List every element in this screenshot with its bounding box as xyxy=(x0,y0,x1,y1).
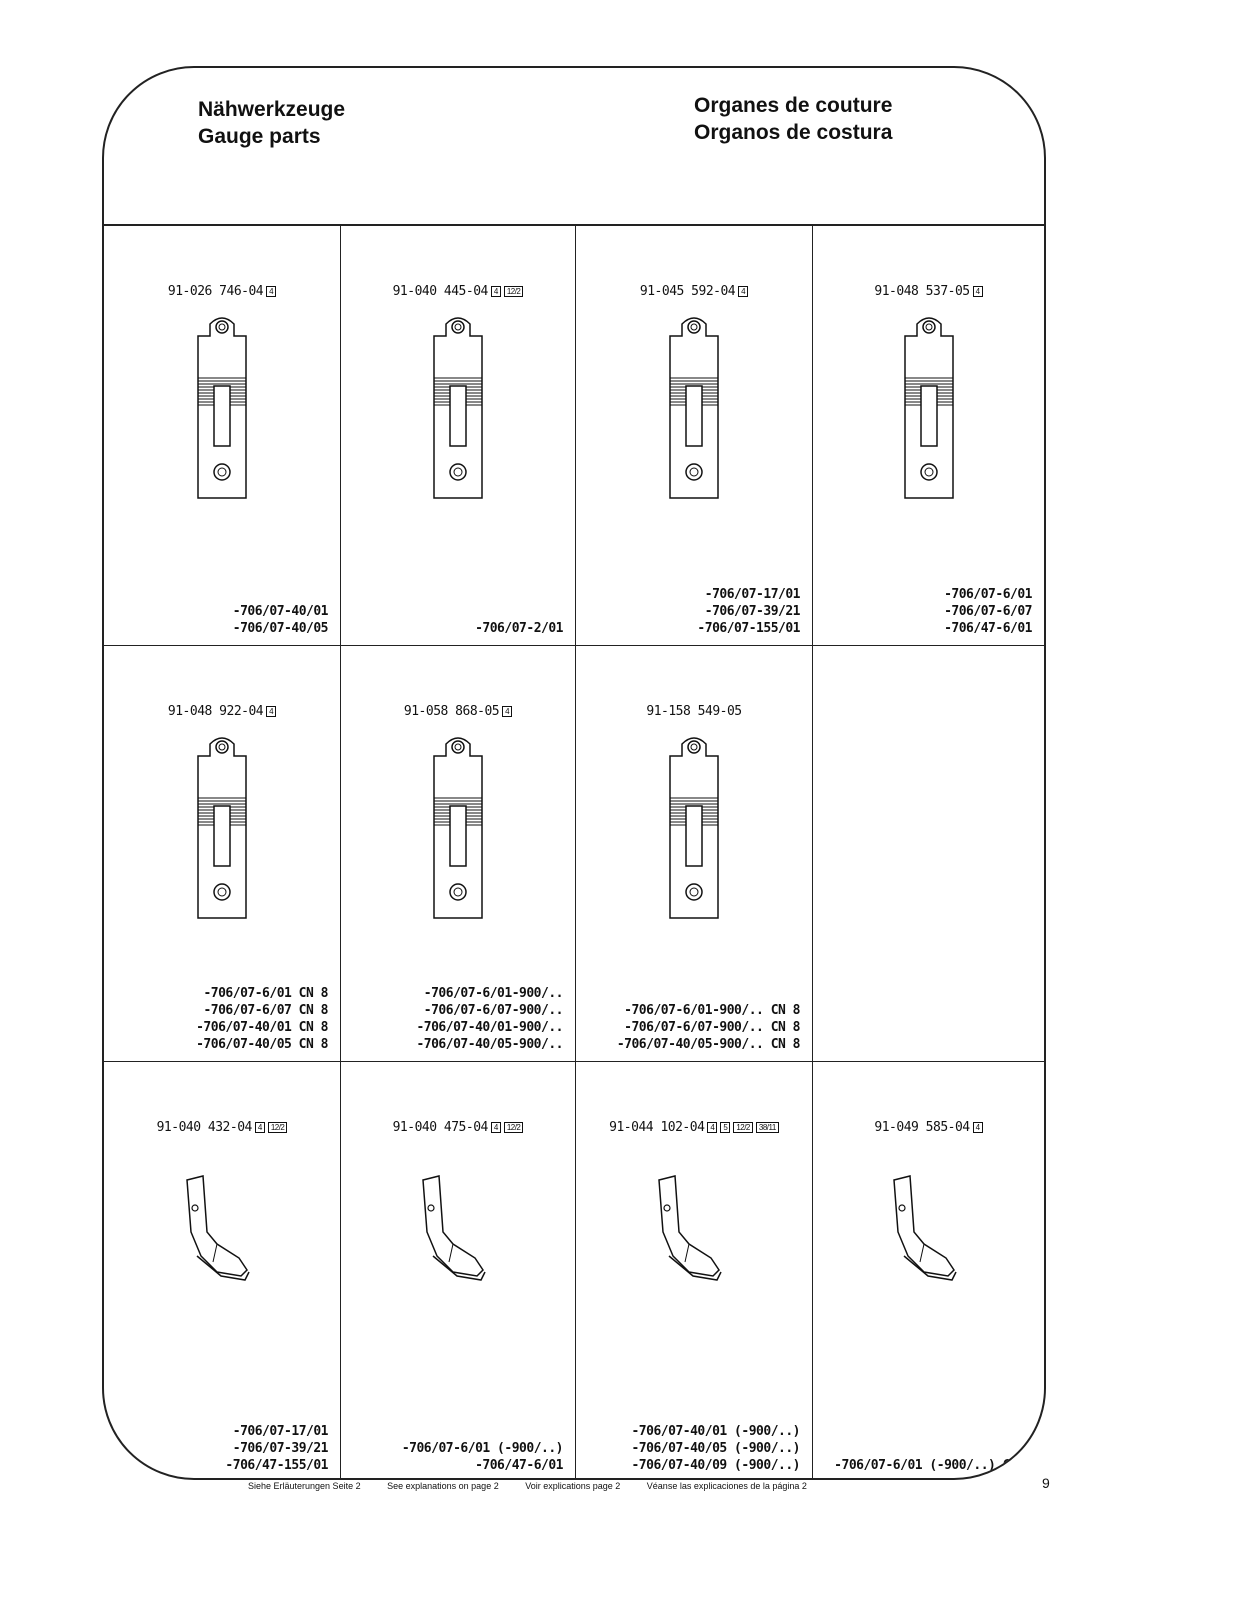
model-list xyxy=(944,586,1032,637)
reference-badge: 4 xyxy=(707,1122,717,1133)
model-number: -706/07-39/21 xyxy=(704,604,800,619)
reference-badge: 5 xyxy=(720,1122,730,1133)
model-list xyxy=(233,603,328,637)
model-number: -706/47-6/01 xyxy=(475,1458,563,1473)
reference-badge: 4 xyxy=(502,706,512,717)
page-frame xyxy=(102,66,1046,1480)
part-cell xyxy=(813,226,1044,646)
part-cell xyxy=(576,226,813,646)
part-number xyxy=(341,1120,575,1135)
part-number-text: 91-040 475-04 xyxy=(392,1120,488,1135)
model-number: -706/07-40/01 CN 8 xyxy=(196,1020,328,1035)
model-number: -706/07-155/01 xyxy=(697,621,800,636)
throat-plate-drawing xyxy=(666,734,722,929)
part-cell xyxy=(341,646,576,1062)
model-number: -706/07-6/01 CN 8 xyxy=(203,986,328,1001)
model-list xyxy=(196,985,328,1053)
reference-badge: 4 xyxy=(491,1122,501,1133)
part-number xyxy=(813,284,1044,299)
model-number: -706/07-40/01 (-900/..) xyxy=(631,1424,800,1439)
title-spanish: Organos de costura xyxy=(694,121,893,144)
reference-badge: 12/2 xyxy=(733,1122,753,1133)
footer-english: See explanations on page 2 xyxy=(387,1481,499,1491)
part-number-text: 91-040 432-04 xyxy=(156,1120,252,1135)
reference-badge: 4 xyxy=(266,706,276,717)
model-number: -706/07-40/05 CN 8 xyxy=(196,1037,328,1052)
model-number: -706/47-155/01 xyxy=(225,1458,328,1473)
reference-badge: 12/2 xyxy=(268,1122,288,1133)
model-number: -706/07-6/01 (-900/..) CN 8 xyxy=(834,1458,1032,1473)
model-list xyxy=(631,1423,800,1474)
part-cell xyxy=(341,226,576,646)
model-number: -706/47-6/01 xyxy=(944,621,1032,636)
presser-foot-drawing xyxy=(884,1172,974,1307)
reference-badge: 4 xyxy=(973,286,983,297)
model-number: -706/07-17/01 xyxy=(232,1424,328,1439)
part-cell xyxy=(104,226,341,646)
part-cell xyxy=(104,646,341,1062)
part-number-text: 91-049 585-04 xyxy=(874,1120,970,1135)
footer-french: Voir explications page 2 xyxy=(525,1481,621,1491)
throat-plate-drawing xyxy=(194,734,250,929)
part-number xyxy=(576,284,812,299)
model-number: -706/07-6/07-900/.. CN 8 xyxy=(624,1020,800,1035)
model-number: -706/07-40/05 (-900/..) xyxy=(631,1441,800,1456)
model-list xyxy=(697,586,800,637)
reference-badge: 38/11 xyxy=(756,1122,779,1133)
part-cell xyxy=(104,1062,341,1480)
model-number: -706/07-6/01-900/.. xyxy=(423,986,563,1001)
part-cell xyxy=(576,1062,813,1480)
reference-badge: 4 xyxy=(738,286,748,297)
model-number: -706/07-6/07-900/.. xyxy=(423,1003,563,1018)
model-number: -706/07-6/07 CN 8 xyxy=(203,1003,328,1018)
presser-foot-drawing xyxy=(413,1172,503,1307)
part-number xyxy=(813,1120,1044,1135)
presser-foot-drawing xyxy=(177,1172,267,1307)
title-french: Organes de couture xyxy=(694,94,893,117)
part-number xyxy=(104,704,340,719)
part-number xyxy=(104,284,340,299)
throat-plate-drawing xyxy=(666,314,722,509)
model-number: -706/07-40/05-900/.. xyxy=(416,1037,563,1052)
throat-plate-drawing xyxy=(430,314,486,509)
part-number-text: 91-048 922-04 xyxy=(167,704,264,719)
part-number-text: 91-058 868-05 xyxy=(403,704,500,719)
part-number-text: 91-048 537-05 xyxy=(874,284,970,299)
model-number: -706/07-6/01 xyxy=(944,587,1032,602)
part-number-text: 91-158 549-05 xyxy=(646,704,742,719)
title-english: Gauge parts xyxy=(198,125,321,148)
reference-badge: 12/2 xyxy=(504,286,524,297)
throat-plate-drawing xyxy=(194,314,250,509)
part-number-text: 91-040 445-04 xyxy=(392,284,488,299)
parts-grid xyxy=(104,224,1044,1480)
part-cell xyxy=(813,1062,1044,1480)
model-number: -706/07-40/05 xyxy=(232,621,328,636)
model-number: -706/07-6/07 xyxy=(944,604,1032,619)
part-number xyxy=(341,704,575,719)
part-number xyxy=(576,704,812,719)
part-number xyxy=(104,1120,340,1135)
page-number: 9 xyxy=(1042,1475,1050,1491)
model-number: -706/07-40/01 xyxy=(232,604,328,619)
title-right xyxy=(694,92,892,146)
model-list xyxy=(402,1440,563,1474)
reference-badge: 4 xyxy=(491,286,501,297)
model-list xyxy=(834,1457,1032,1474)
reference-badge: 4 xyxy=(973,1122,983,1133)
part-number xyxy=(576,1120,812,1135)
part-cell xyxy=(576,646,813,1062)
part-number-text: 91-044 102-04 xyxy=(609,1120,705,1135)
part-number xyxy=(341,284,575,299)
throat-plate-drawing xyxy=(901,314,957,509)
footer-german: Siehe Erläuterungen Seite 2 xyxy=(248,1481,361,1491)
part-number-text: 91-045 592-04 xyxy=(639,284,736,299)
model-list xyxy=(617,1002,800,1053)
part-number-text: 91-026 746-04 xyxy=(167,284,264,299)
model-number: -706/07-17/01 xyxy=(704,587,800,602)
model-number: -706/07-6/01 (-900/..) xyxy=(401,1441,563,1456)
footer xyxy=(248,1481,831,1491)
model-list xyxy=(475,620,563,637)
footer-spanish: Véanse las explicaciones de la página 2 xyxy=(646,1481,807,1491)
throat-plate-drawing xyxy=(430,734,486,929)
model-number: -706/07-40/05-900/.. CN 8 xyxy=(616,1037,800,1052)
empty-cell xyxy=(813,646,1044,1062)
model-list xyxy=(225,1423,328,1474)
title-left xyxy=(198,96,345,150)
title-german: Nähwerkzeuge xyxy=(198,98,346,121)
model-number: -706/07-6/01-900/.. CN 8 xyxy=(624,1003,800,1018)
model-number: -706/07-39/21 xyxy=(232,1441,328,1456)
model-number: -706/07-40/09 (-900/..) xyxy=(631,1458,800,1473)
model-number: -706/07-2/01 xyxy=(475,621,563,636)
reference-badge: 4 xyxy=(255,1122,265,1133)
part-cell xyxy=(341,1062,576,1480)
presser-foot-drawing xyxy=(649,1172,739,1307)
model-list xyxy=(416,985,563,1053)
reference-badge: 4 xyxy=(266,286,276,297)
model-number: -706/07-40/01-900/.. xyxy=(416,1020,563,1035)
reference-badge: 12/2 xyxy=(504,1122,524,1133)
